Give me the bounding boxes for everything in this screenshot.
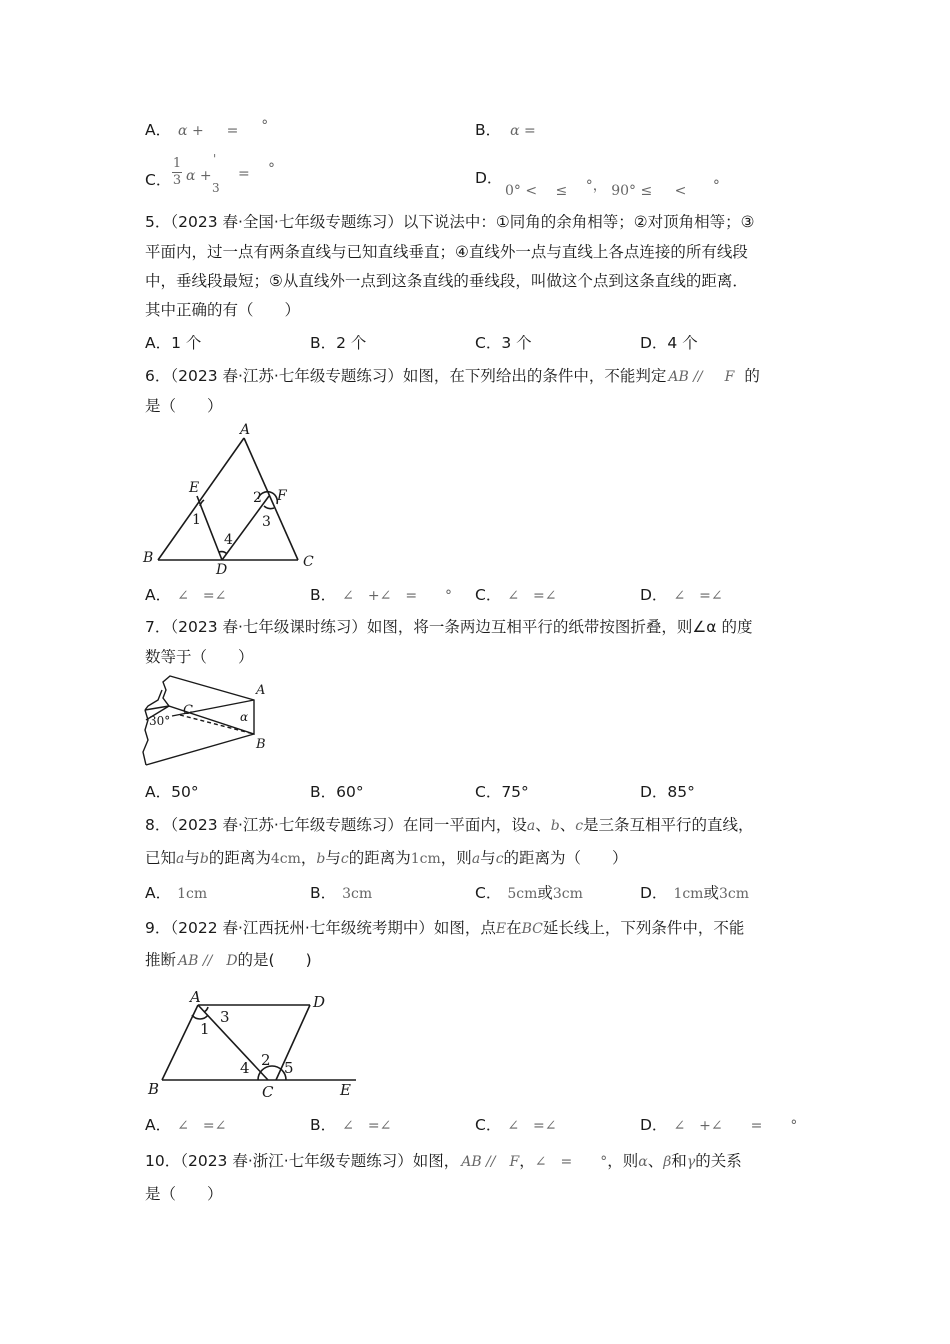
q9-label-b: B (148, 1080, 160, 1098)
q7-line-bottom (146, 734, 254, 765)
q9-option-d: D． ∠ +∠ = ° (640, 1116, 798, 1134)
q7-option-a: A．50° (145, 783, 199, 801)
q4-option-c-den2: 3 (212, 181, 220, 195)
q5-line4: 其中正确的有（ ） (145, 301, 301, 319)
q9-option-a: A． ∠ =∠ (145, 1116, 227, 1134)
q6-label-1: 1 (192, 512, 201, 528)
q8-option-c: C． 5cm或3cm (475, 884, 583, 902)
q7-line2: 数等于（ ） (145, 648, 254, 666)
q6-option-b: B． ∠ +∠ = ° (310, 586, 453, 604)
q7-folded-strip (163, 676, 254, 734)
q7-figure (140, 670, 280, 780)
q7-label-b: B (256, 737, 266, 752)
q8-option-b: B． 3cm (310, 884, 373, 902)
q5-option-a: A．1 个 (145, 334, 202, 352)
q7-option-d: D．85° (640, 783, 695, 801)
q4-option-c-fraction: 1 3 (172, 156, 182, 188)
q4-option-d-expr: 0° < ≤ °， 90° ≤ < ° (505, 178, 720, 199)
q9-option-c: C． ∠ =∠ (475, 1116, 557, 1134)
q10-line1: 10．（2023 春·浙江·七年级专题练习）如图， AB // F，∠ = °，则α、β和γ的关系 (145, 1152, 742, 1170)
q4-option-a: A． α + = ° (145, 118, 269, 139)
q4-option-d: D． (475, 169, 503, 187)
q6-arc-3 (264, 506, 274, 509)
q9-arc-3 (204, 1007, 208, 1012)
q6-label-b: B (143, 550, 154, 566)
q6-label-3: 3 (262, 514, 271, 530)
q9-line-ac (198, 1005, 268, 1080)
q9-label-2: 2 (261, 1051, 271, 1069)
q5-option-b: B．2 个 (310, 334, 367, 352)
q5-line2: 平面内，过一点有两条直线与已知直线垂直；④直线外一点与直线上各点连接的所有线段 (145, 243, 748, 261)
q9-line1: 9．（2022 春·江西抚州·七年级统考期中）如图，点E在BC延长线上，下列条件中，不能 (145, 919, 745, 937)
q6-option-a: A． ∠ =∠ (145, 586, 227, 604)
q9-figure (140, 985, 370, 1105)
q7-line1: 7．（2023 春·七年级课时练习）如图，将一条两边互相平行的纸带按图折叠，则∠α 的度 (145, 618, 753, 636)
q5-line3: 中，垂线段最短；⑤从直线外一点到这条直线的垂线段，叫做这个点到这条直线的距离． (145, 272, 748, 290)
q6-label-a: A (240, 422, 251, 438)
q8-option-d: D． 1cm或3cm (640, 884, 750, 902)
q7-label-a: A (256, 683, 266, 698)
q6-label-4: 4 (224, 532, 233, 548)
q7-label-30: 30° (149, 714, 171, 728)
q4-option-c: C． (145, 171, 172, 189)
q8-option-a: A． 1cm (145, 884, 208, 902)
q4-option-c-expr: α + (186, 168, 212, 184)
q4-option-b: B． α = (475, 121, 536, 139)
q6-label-e: E (189, 480, 200, 496)
q6-line2: 是（ ） (145, 397, 223, 415)
q6-figure (140, 420, 320, 580)
q9-option-b: B． ∠ =∠ (310, 1116, 392, 1134)
q9-label-5: 5 (284, 1059, 294, 1077)
q5-line1: 5．（2023 春·全国·七年级专题练习）以下说法中：①同角的余角相等；②对顶角相等；③ (145, 213, 755, 231)
q4-option-c-tick: ' (213, 152, 217, 166)
q9-label-d: D (313, 993, 326, 1011)
q7-label-c: C (183, 703, 193, 718)
q8-line2: 已知a与b的距离为4cm，b与c的距离为1cm，则a与c的距离为（ ） (145, 849, 628, 867)
q6-option-d: D． ∠ =∠ (640, 586, 723, 604)
q9-label-1: 1 (200, 1020, 210, 1038)
q5-option-d: D．4 个 (640, 334, 698, 352)
q9-label-e: E (340, 1081, 351, 1099)
q5-option-c: C．3 个 (475, 334, 532, 352)
q7-option-c: C．75° (475, 783, 529, 801)
q10-line2: 是（ ） (145, 1185, 223, 1203)
q6-label-2: 2 (253, 490, 262, 506)
q6-label-f: F (277, 488, 287, 504)
q9-label-3: 3 (220, 1008, 230, 1026)
q6-option-c: C． ∠ =∠ (475, 586, 557, 604)
q8-line1: 8．（2023 春·江苏·七年级专题练习）在同一平面内，设a、b、c是三条互相平行的直线， (145, 816, 754, 834)
q9-label-c: C (262, 1083, 274, 1101)
q9-label-a: A (190, 988, 201, 1006)
q6-line1: 6．（2023 春·江苏·七年级专题练习）如图，在下列给出的条件中，不能判定 AB // F 的 (145, 367, 760, 385)
q6-label-c: C (303, 554, 314, 570)
q4-option-c-deg: ° (268, 161, 275, 177)
q4-option-c-eq: = (238, 166, 250, 182)
q9-line2: 推断 AB // D的是( ) (145, 951, 312, 969)
q9-arc-1 (192, 1015, 208, 1019)
q6-label-d: D (216, 562, 228, 578)
q9-label-4: 4 (240, 1059, 250, 1077)
q7-left-edge (143, 710, 148, 765)
q7-option-b: B．60° (310, 783, 364, 801)
q7-label-alpha: α (240, 710, 249, 724)
